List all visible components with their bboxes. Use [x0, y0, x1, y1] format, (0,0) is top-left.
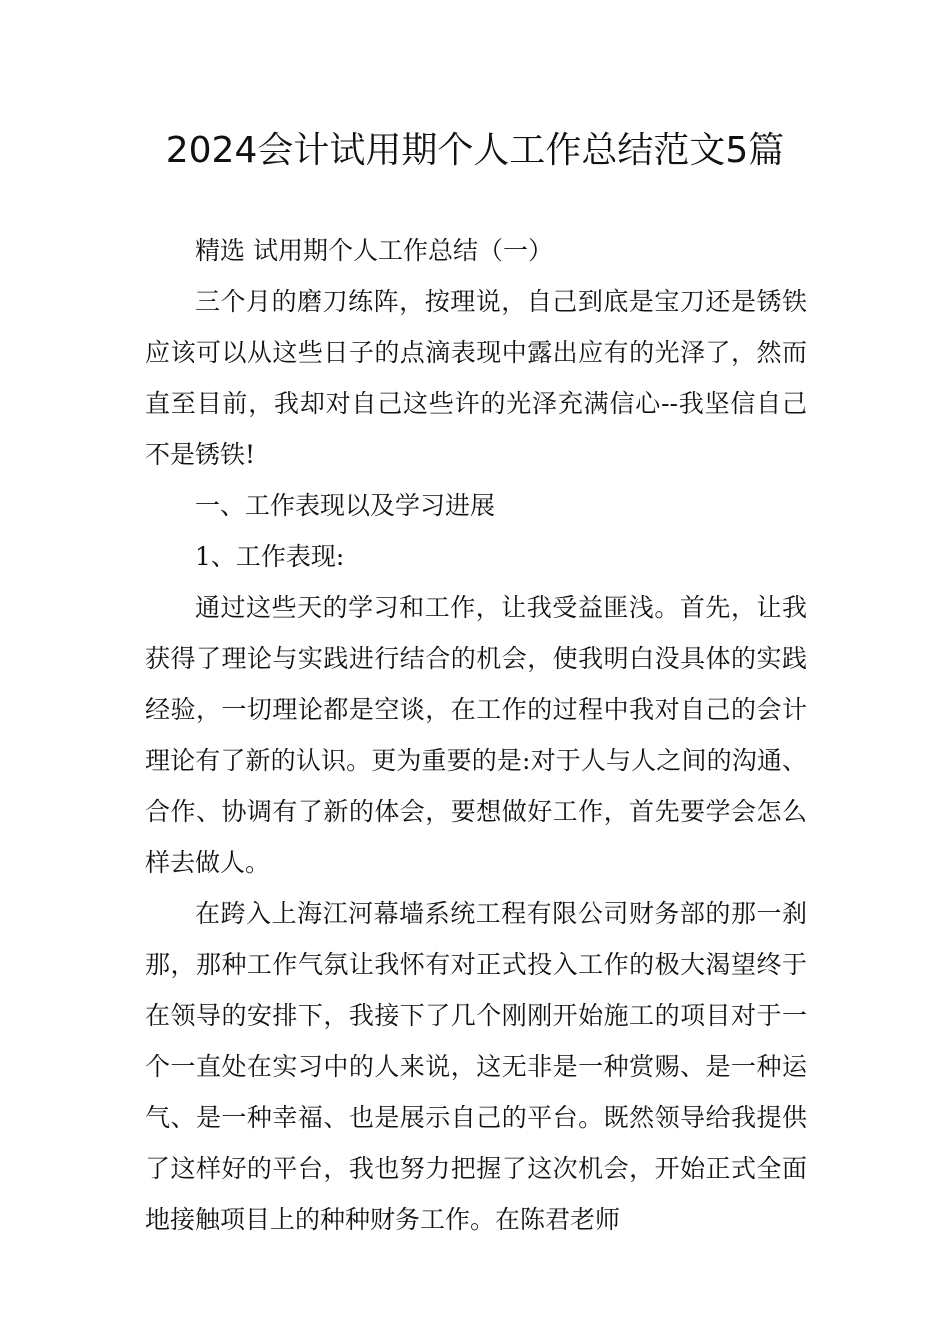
paragraph: 三个月的磨刀练阵，按理说，自己到底是宝刀还是锈铁应该可以从这些日子的点滴表现中露出应有的光泽了，然而直至目前，我却对自己这些许的光泽充满信心--我坚信自己不是锈铁! [145, 287, 807, 469]
subsection-heading: 1、工作表现: [195, 542, 345, 571]
section-heading: 精选 试用期个人工作总结（一） [195, 236, 553, 265]
document-body [145, 226, 807, 1245]
section-heading: 一、工作表现以及学习进展 [195, 491, 496, 520]
document-title: 2024会计试用期个人工作总结范文5篇 [165, 130, 785, 171]
paragraph: 在跨入上海江河幕墙系统工程有限公司财务部的那一刹那，那种工作气氛让我怀有对正式投入工作的极大渴望终于在领导的安排下，我接下了几个刚刚开始施工的项目对于一个一直处在实习中的人来说，这无非是一种赏赐、是一种运气、是一种幸福、也是展示自己的平台。既然领导给我提供了这样好的平台，我也努力把握了这次机会，开始正式全面地接触项目上的种种财务工作。在陈君老师 [145, 899, 807, 1234]
paragraph: 通过这些天的学习和工作，让我受益匪浅。首先，让我获得了理论与实践进行结合的机会，使我明白没具体的实践经验，一切理论都是空谈，在工作的过程中我对自己的会计理论有了新的认识。更为重要的是:对于人与人之间的沟通、合作、协调有了新的体会，要想做好工作，首先要学会怎么样去做人。 [145, 593, 807, 877]
